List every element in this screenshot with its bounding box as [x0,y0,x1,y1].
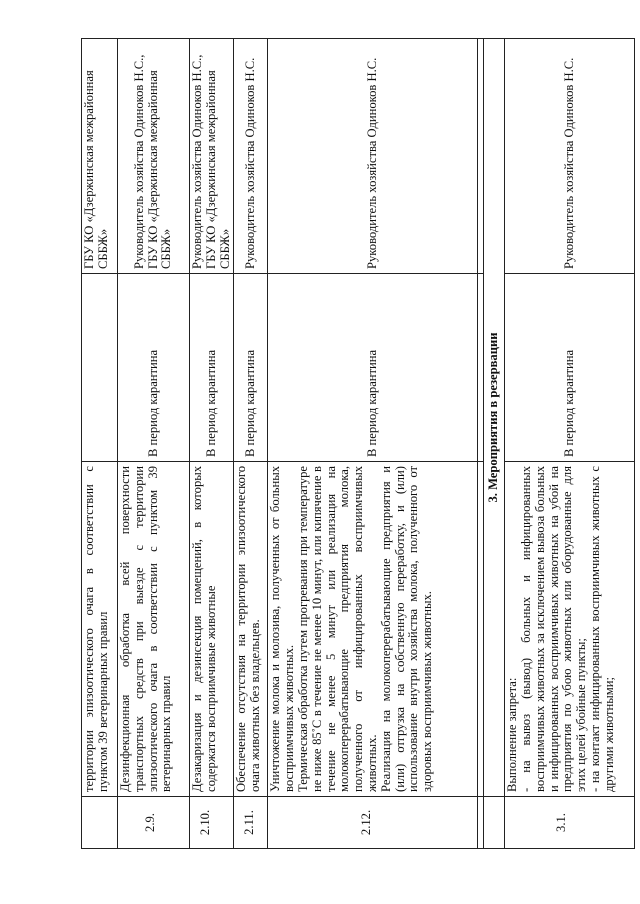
deadline-cell: В период карантина [505,274,635,462]
responsible-cell: Руководитель хозяйства Одиноков Н.С. [234,39,268,274]
measure-text: территории эпизоотического очага в соответствии с пунктом 39 ветеринарных правил [82,462,118,797]
deadline-cell: В период карантина [268,274,478,462]
responsible-cell: Руководитель хозяйства Одиноков Н.С., ГБУ КО «Дзержинская межрайонная СББЖ» [190,39,234,274]
row-number [82,797,118,849]
table-row [268,39,478,849]
table-row [118,39,190,849]
table-row [190,39,234,849]
deadline-cell: В период карантина [234,274,268,462]
measure-text: Уничтожение молока и молозива, полученных от больных восприимчивых животных. Термическая обработка путем прогревания при температуре не ниже 85˚С в течение не менее 10 минут, или кипячение в течение не менее 5 минут или реализация на молокоперерабатывающие предприятия молока, полученного от инфицированных восприимчивых животных. Реализация на молокоперерабатывающие предприятия и (или) отгрузка на собственную переработку, и (или) использование внутри хозяйства молока, полученного от здоровых восприимчивых животных. [268,462,478,797]
section-header-row [484,39,505,849]
deadline-cell: В период карантина [190,274,234,462]
row-number: 2.12. [268,797,478,849]
measure-text: Дезинфекционная обработка всей поверхности транспортных средств при выезде с территории эпизоотического очага в соответствии с пунктом 39 ветеринарных правил [118,462,190,797]
responsible-cell: ГБУ КО «Дзержинская межрайонная СББЖ» [82,39,118,274]
measure-text: Выполнение запрета: - на вывоз (вывод) больных и инфицированных восприимчивых животных за исключением вывоза больных и инфицированных восприимчивых животных на убой на предприятия по убою животных или оборудованные для этих целей убойные пункты; - на контакт инфицированных восприимчивых животных с другими животными; [505,462,635,797]
deadline-cell [82,274,118,462]
measures-table [81,38,635,849]
table-row [505,39,635,849]
row-number: 2.11. [234,797,268,849]
row-number: 2.10. [190,797,234,849]
table-row [234,39,268,849]
table-row [82,39,118,849]
row-number: 2.9. [118,797,190,849]
row-number: 3.1. [505,797,635,849]
responsible-cell: Руководитель хозяйства Одиноков Н.С. [268,39,478,274]
measure-text: Обеспечение отсутствия на территории эпизоотического очага животных без владельцев. [234,462,268,797]
deadline-cell: В период карантина [118,274,190,462]
responsible-cell: Руководитель хозяйства Одиноков Н.С. [505,39,635,274]
measure-text: Дезакаризация и дезинсекция помещений, в которых содержатся восприимчивые животные [190,462,234,797]
rotated-page [81,39,621,849]
responsible-cell: Руководитель хозяйства Одиноков Н.С., ГБУ КО «Дзержинская межрайонная СББЖ» [118,39,190,274]
section-title: 3. Мероприятия в резервации [484,39,505,797]
